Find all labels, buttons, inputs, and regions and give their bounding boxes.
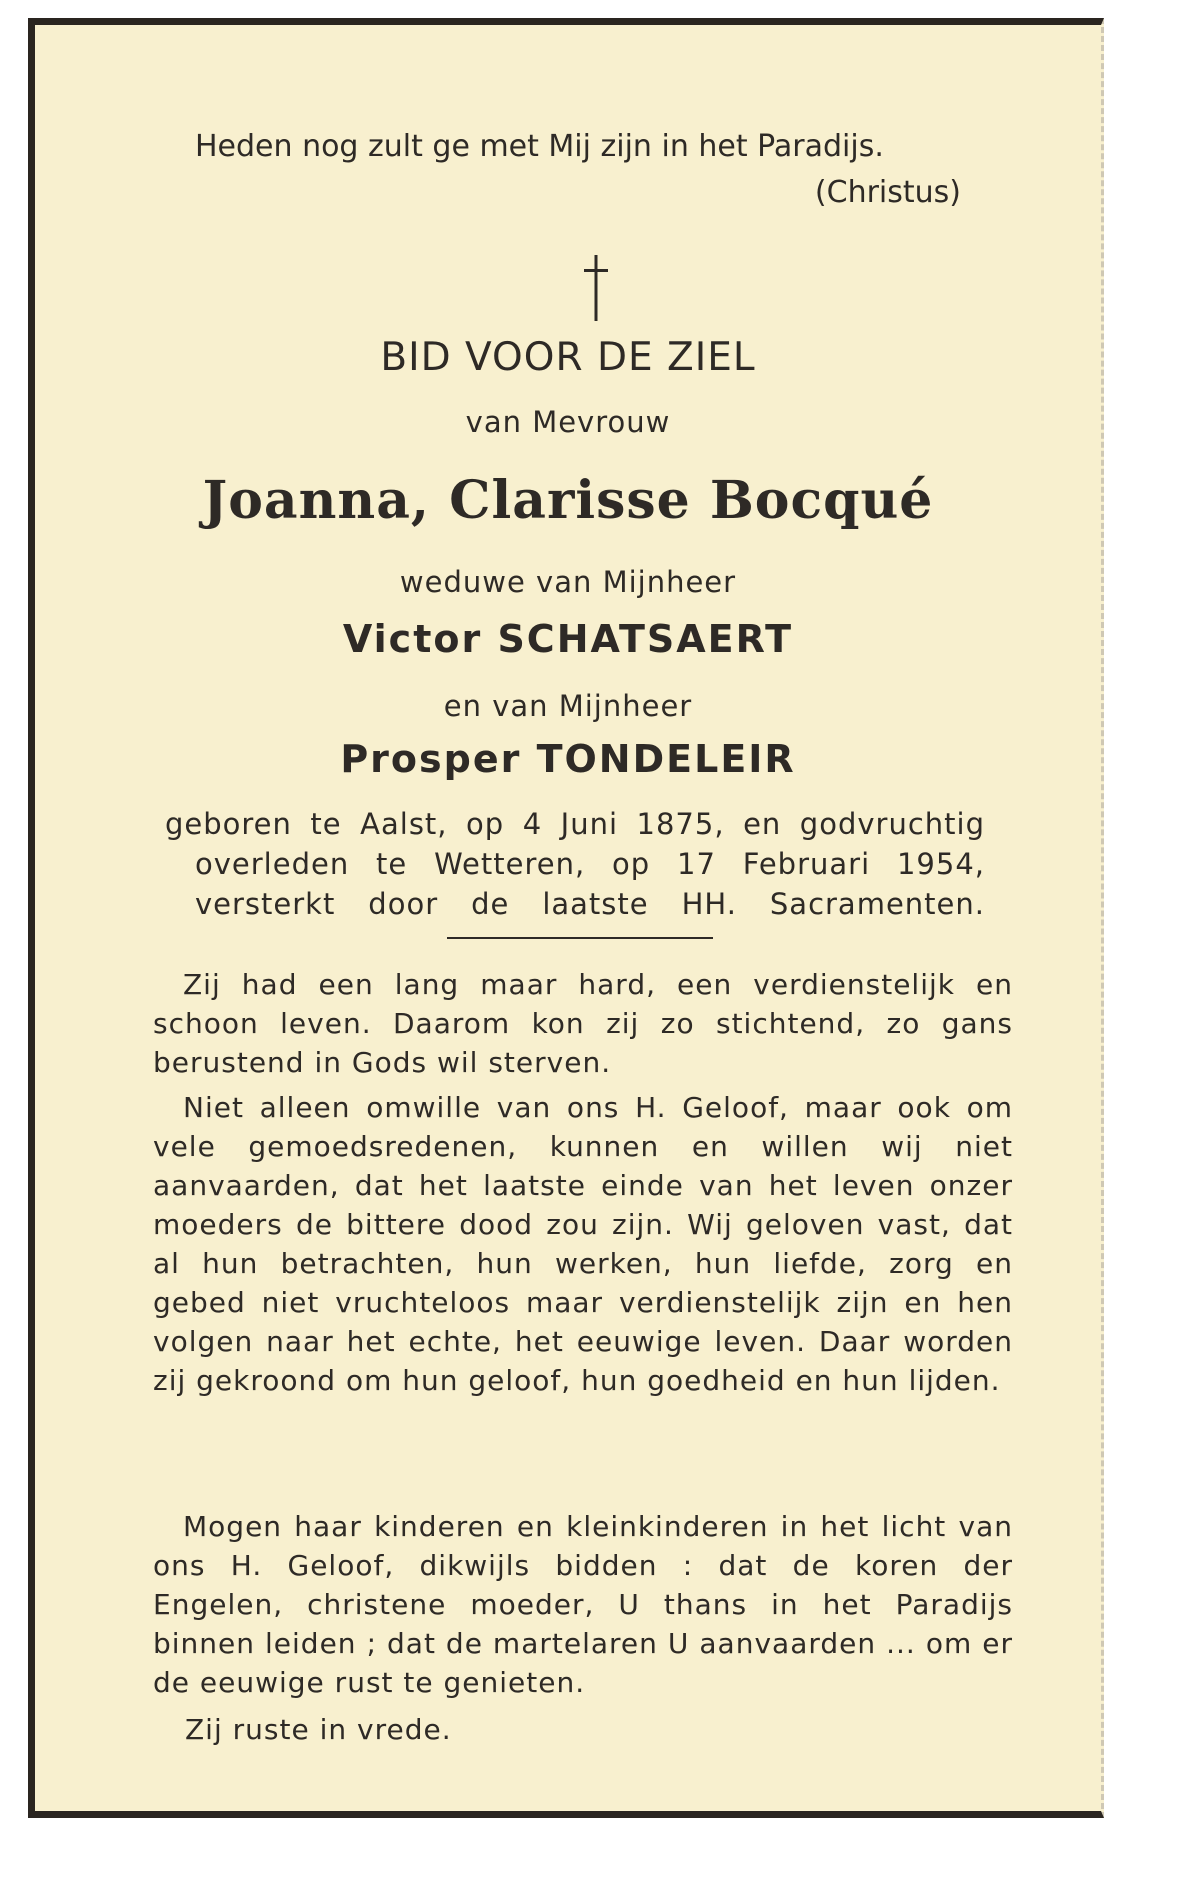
deceased-name: Joanna, Clarisse Bocqué [202,470,934,531]
husband-name-1: Victor SCHATSAERT [342,617,794,661]
memorial-card [28,18,1104,1818]
motto-source: (Christus) [814,175,961,210]
divider-rule [447,937,713,939]
bio-line: geboren te Aalst, op 4 Juni 1875, en godvruchtig [165,807,985,841]
latin-cross-icon [584,255,608,321]
husband-name-2: Prosper TONDELEIR [340,737,796,781]
closing-line: Zij ruste in vrede. [185,1713,452,1746]
prayer-heading: BID VOOR DE ZIEL [380,335,756,380]
body-paragraph: Niet alleen omwille van ons H. Geloof, maar ook om vele gemoedsredenen, kunnen en willen wij niet aanvaarden, dat het laatste einde van het leven onzer moeders de bittere dood zou zijn. Wij geloven vast, dat al hun betrachten, hun werken, hun liefde, zorg en gebed niet vruchteloos maar verdienstelijk zijn en hen volgen naar het echte, het eeuwige leven. Daar worden zij gekroond om hun geloof, hun goedheid en hun lijden. [153,1091,1013,1397]
motto-quote: Heden nog zult ge met Mij zijn in het Paradijs. [195,129,884,164]
title-prefix: van Mevrouw [465,405,671,439]
widow-of-label-2: en van Mijnheer [443,689,693,723]
bio-line: versterkt door de laatste HH. Sacramenten. [195,887,985,921]
widow-of-label-1: weduwe van Mijnheer [399,565,737,599]
body-paragraph: Mogen haar kinderen en kleinkinderen in het licht van ons H. Geloof, dikwijls bidden : dat de koren der Engelen, christene moeder, U thans in het Paradijs binnen leiden ; dat de martelaren U aanvaarden ... om er de eeuwige rust te genieten. [153,1510,1013,1699]
bio-line: overleden te Wetteren, op 17 Februari 1954, [195,847,985,881]
body-paragraph: Zij had een lang maar hard, een verdienstelijk en schoon leven. Daarom kon zij zo stichtend, zo gans berustend in Gods wil sterven. [153,968,1013,1079]
